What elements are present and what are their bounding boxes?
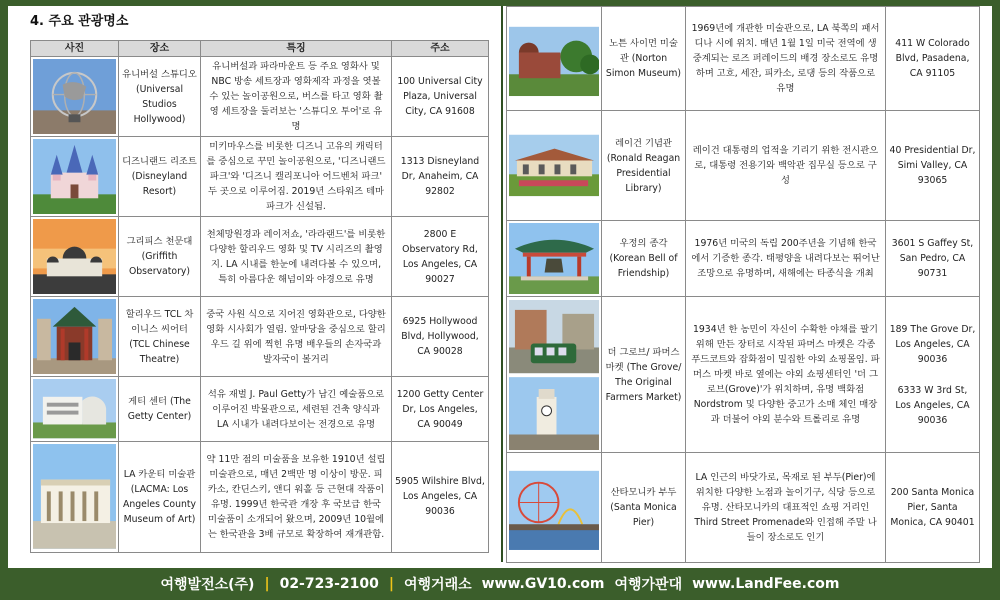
- address-cell: [886, 297, 980, 453]
- footer-label-1: 여행거래소: [404, 577, 472, 593]
- place-name: LA 카운티 미술관 (LACMA: Los Angeles County Museum of Art): [119, 441, 201, 552]
- feature-text: 약 11만 점의 미술품을 보유한 1910년 설립 미술관으로, 매년 2백만 명 이상이 방문. 피카소, 칸딘스키, 앤디 워홀 등 근현대 작품이 유명. 1999년 한국관 개장 후 국보급 한국 미술품이 소개되어 왔으며, 2009년 10월에는 한국관을 3배 규모로 확장하여 재개관함.: [201, 441, 392, 552]
- separator-icon: |: [264, 576, 270, 592]
- header-address: 주소: [392, 41, 489, 57]
- place-name: 그리피스 천문대 (Griffith Observatory): [119, 217, 201, 297]
- address-text: 100 Universal City Plaza, Universal City, CA 91608: [392, 57, 489, 137]
- feature-text: 천체망원경과 레이저쇼, '라라랜드'를 비롯한 다양한 할리우드 영화 및 TV 시리즈의 촬영지. LA 시내를 한눈에 내려다볼 수 있으며, 특히 아름다운 해넘이와 야경으로 유명: [201, 217, 392, 297]
- footer-bar: [0, 568, 1000, 600]
- feature-text: 1976년 미국의 독립 200주년을 기념해 한국에서 기증한 종각. 태평양을 내려다보는 뛰어난 조망으로 유명하며, 새해에는 타종식을 개최: [686, 221, 886, 297]
- header-feature: 특징: [201, 41, 392, 57]
- table-row: [31, 297, 489, 377]
- table-row: [507, 297, 980, 453]
- attractions-table-right: [506, 6, 980, 563]
- globe-photo: [31, 57, 119, 137]
- table-row: [31, 377, 489, 441]
- footer-link-landfee[interactable]: www.LandFee.com: [692, 576, 840, 592]
- place-name: 유니버설 스튜디오 (Universal Studios Hollywood): [119, 57, 201, 137]
- attractions-table-left: [30, 40, 489, 553]
- place-name: 더 그로브/ 파머스 마켓 (The Grove/ The Original Farmers Market): [602, 297, 686, 453]
- feature-text: 1969년에 개관한 미술관으로, LA 북쪽의 패서디나 시에 위치. 매년 1월 1일 미국 전역에 생중계되는 로즈 퍼레이드의 배경 장소로도 유명하며 고흐, 세잔, 피카소, 로댕 등의 작품으로 유명: [686, 7, 886, 111]
- place-name: 우정의 종각 (Korean Bell of Friendship): [602, 221, 686, 297]
- column-divider: [501, 6, 503, 562]
- castle-photo: [31, 137, 119, 217]
- place-name: 디즈니랜드 리조트 (Disneyland Resort): [119, 137, 201, 217]
- address-text: 3601 S Gaffey St, San Pedro, CA 90731: [886, 221, 980, 297]
- grove-photo: [507, 297, 602, 453]
- place-name: 게티 센터 (The Getty Center): [119, 377, 201, 441]
- place-name: 노튼 사이먼 미술관 (Norton Simon Museum): [602, 7, 686, 111]
- feature-text: LA 인근의 바닷가로, 목재로 된 부두(Pier)에 위치한 다양한 노점과 놀이기구, 식당 등으로 유명. 산타모니카의 대표적인 쇼핑 거리인 Third Street Promenade와 인접해 주말 나들이 장소로도 인기: [686, 453, 886, 563]
- place-name: 레이건 기념관 (Ronald Reagan Presidential Library): [602, 111, 686, 221]
- address-text: 6925 Hollywood Blvd, Hollywood, CA 90028: [392, 297, 489, 377]
- address-text: 40 Presidential Dr, Simi Valley, CA 93065: [886, 111, 980, 221]
- theatre-photo: [31, 297, 119, 377]
- feature-text: 레이건 대통령의 업적을 기리기 위한 전시관으로, 대통령 전용기와 백악관 집무실 등으로 구성: [686, 111, 886, 221]
- address-text: 2800 E Observatory Rd, Los Angeles, CA 90027: [392, 217, 489, 297]
- feature-text: 석유 재벌 J. Paul Getty가 남긴 예술품으로 이루어진 박물관으로, 세련된 건축 양식과 LA 시내가 내려다보이는 전경으로 유명: [201, 377, 392, 441]
- company-name: 여행발전소(주): [160, 577, 255, 593]
- feature-text: 미키마우스를 비롯한 디즈니 고유의 캐릭터를 중심으로 꾸민 놀이공원으로, '디즈니랜드 파크'와 '디즈니 캘리포니아 어드벤처 파크' 두 곳으로 이루어짐. 2019년 스타워즈 테마 파크가 신설됨.: [201, 137, 392, 217]
- pier-photo: [507, 453, 602, 563]
- phone-number: 02-723-2100: [279, 576, 379, 592]
- norton-photo: [507, 7, 602, 111]
- address-text-secondary: 6333 W 3rd St, Los Angeles, CA 90036: [895, 384, 970, 426]
- address-text: 5905 Wilshire Blvd, Los Angeles, CA 90036: [392, 441, 489, 552]
- header-place: 장소: [119, 41, 201, 57]
- observatory-photo: [31, 217, 119, 297]
- place-name: 산타모니카 부두 (Santa Monica Pier): [602, 453, 686, 563]
- address-text: 189 The Grove Dr, Los Angeles, CA 90036: [889, 323, 976, 365]
- getty-photo: [31, 377, 119, 441]
- address-text: 1200 Getty Center Dr, Los Angeles, CA 90049: [392, 377, 489, 441]
- table-row: [507, 7, 980, 111]
- lacma-photo: [31, 441, 119, 552]
- table-row: [507, 453, 980, 563]
- separator-icon: |: [388, 576, 394, 592]
- address-text: 200 Santa Monica Pier, Santa Monica, CA 90401: [886, 453, 980, 563]
- address-text: 1313 Disneyland Dr, Anaheim, CA 92802: [392, 137, 489, 217]
- table-row: [31, 441, 489, 552]
- feature-text: 유니버설과 파라마운트 등 주요 영화사 및 NBC 방송 세트장과 영화제작 과정을 엿볼 수 있는 놀이공원으로, 버스를 타고 영화 촬영 세트장을 둘러보는 '스튜디오 투어'로 유명: [201, 57, 392, 137]
- header-photo: 사진: [31, 41, 119, 57]
- reagan-photo: [507, 111, 602, 221]
- place-name: 할리우드 TCL 차이니스 씨어터 (TCL Chinese Theatre): [119, 297, 201, 377]
- footer-label-2: 여행가판대: [614, 577, 683, 593]
- table-row: [507, 111, 980, 221]
- table-row: [31, 217, 489, 297]
- section-title: 4. 주요 관광명소: [30, 14, 129, 29]
- footer-link-gv10[interactable]: www.GV10.com: [481, 576, 605, 592]
- table-row: [507, 221, 980, 297]
- feature-text: 1934년 한 농민이 자신이 수확한 야채를 팔기 위해 만든 장터로 시작된 파머스 마켓은 각종 푸드코트와 잡화점이 밀집한 야외 쇼핑몰임. 파머스 마켓 바로 옆에는 야외 쇼핑센터인 '더 그로브(Grove)'가 위치하며, 유명 백화점 Nordstrom 및 다양한 중고가 소매 체인 매장과 더불어 야외 분수와 트롤리로 유명: [686, 297, 886, 453]
- table-row: [31, 137, 489, 217]
- address-text: 411 W Colorado Blvd, Pasadena, CA 91105: [886, 7, 980, 111]
- table-row: [31, 57, 489, 137]
- bell-pavilion-photo: [507, 221, 602, 297]
- feature-text: 중국 사원 식으로 지어진 영화관으로, 다양한 영화 시사회가 열림. 앞마당을 중심으로 할리우드 길 위에 찍힌 유명 배우들의 손자국과 발자국이 볼거리: [201, 297, 392, 377]
